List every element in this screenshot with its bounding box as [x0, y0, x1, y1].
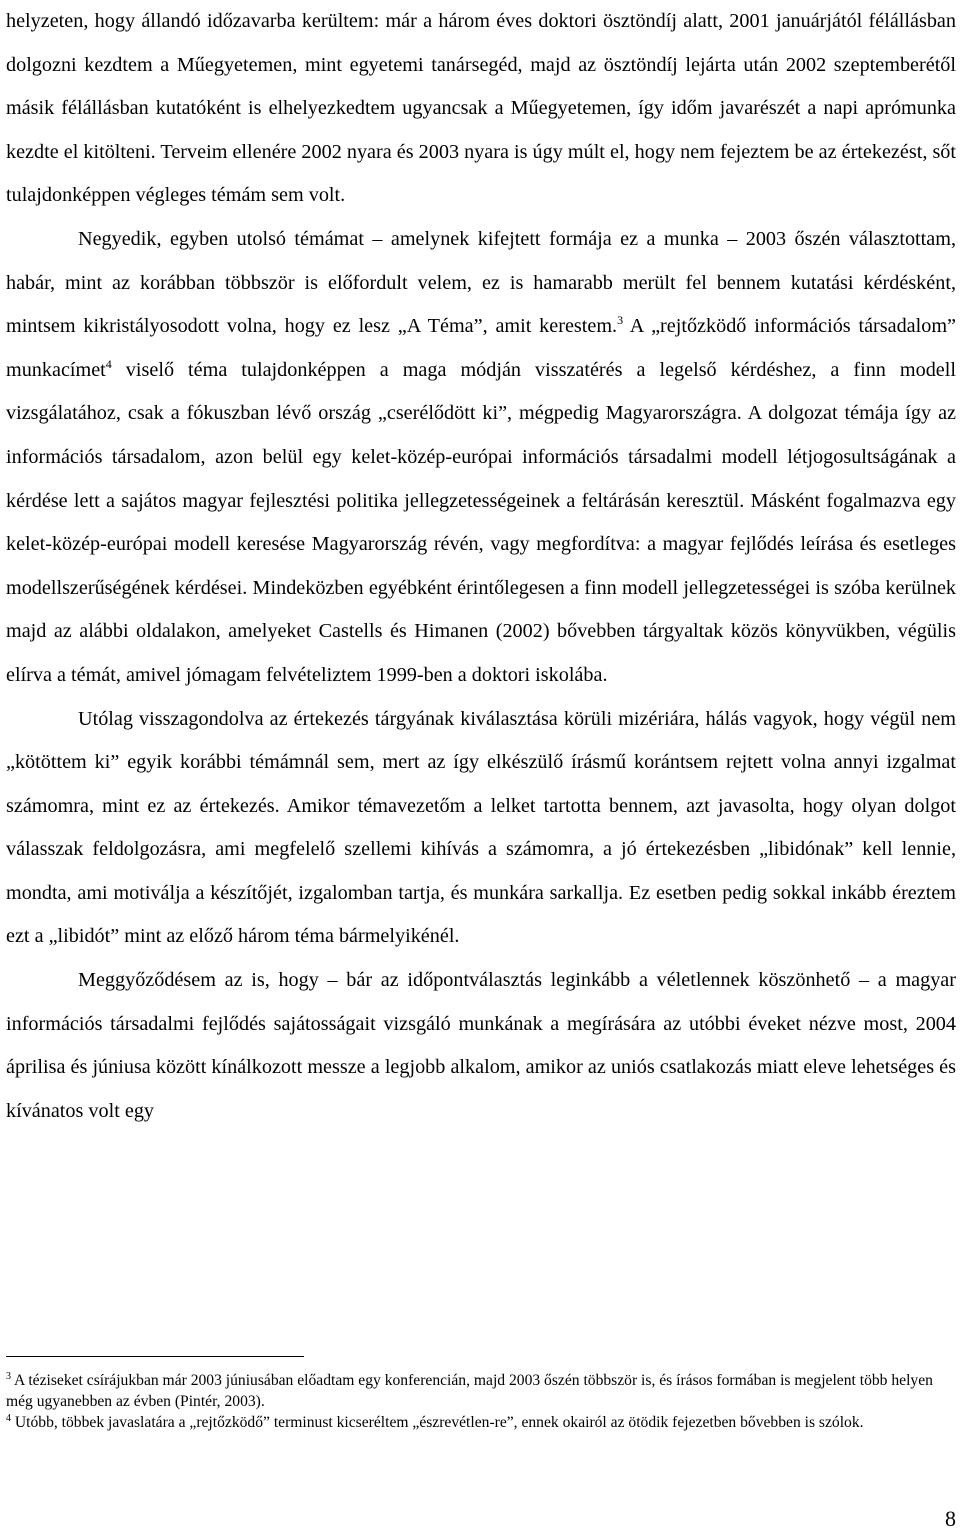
- document-page: [6, 0, 956, 1133]
- paragraph: [6, 959, 956, 1133]
- footnote-text: Utóbb, többek javaslatára a „rejtőzködő” terminust kicseréltem „észrevétlen-re”, ennek okairól az ötödik fejezetben bővebben is szólok.: [11, 1414, 864, 1432]
- paragraph: [6, 0, 956, 218]
- paragraph: [6, 698, 956, 960]
- paragraph-text: viselő téma tulajdonképpen a maga módján visszatérés a legelső kérdéshez, a finn modell vizsgálatához, csak a fókuszban lévő ország „cserélődött ki”, mégpedig Magyarországra. A dolgozat témája így az információs társadalom, azon belül egy kelet-közép-európai információs társadalmi modell létjogosultságának a kérdése lett a sajátos magyar fejlesztési politika jellegzetességeinek a feltárásán keresztül. Másként fogalmazva egy kelet-közép-európai modell keresése Magyarország révén, vagy megfordítva: a magyar fejlődés leírása és esetleges modellszerűségének kérdései. Mindeközben egyébként érintőlegesen a finn modell jellegzetességei is szóba kerülnek majd az alábbi oldalakon, amelyeket Castells és Himanen (2002) bővebben tárgyaltak közös könyvükben, végülis elírva a témát, amivel jómagam felvételiztem 1999-ben a doktori iskolába.: [6, 358, 956, 686]
- footnotes: [6, 1370, 936, 1434]
- paragraph-text: helyzeten, hogy állandó időzavarba kerültem: már a három éves doktori ösztöndíj alatt, 2001 januárjától félállásban dolgozni kezdtem a Műegyetemen, mint egyetemi tanársegéd, majd az ösztöndíj lejárta után 2002 szeptemberétől másik félállásban kutatóként is elhelyezkedtem ugyancsak a Műegyetemen, így időm javarészét a napi aprómunka kezdte el kitölteni. Terveim ellenére 2002 nyara és 2003 nyara is úgy múlt el, hogy nem fejeztem be az értekezést, sőt tulajdonképpen végleges témám sem volt.: [6, 10, 956, 207]
- paragraph-text: Negyedik, egyben utolsó témámat – amelynek kifejtett formája ez a munka – 2003 őszén választottam, habár, mint az korábban többször is előfordult velem, ez is hamarabb merült fel bennem kutatási kérdésként, mintsem kikristályosodott volna, hogy ez lesz „A Téma”, amit kerestem.: [6, 227, 956, 338]
- page-number: 8: [945, 1506, 956, 1531]
- footnote-number: 4: [6, 1413, 11, 1425]
- footnote: [6, 1370, 936, 1412]
- footnote: [6, 1412, 936, 1433]
- paragraph-text: A „rejtőzködő információs társadalom” munkacímet: [6, 315, 956, 381]
- footnote-number: 3: [6, 1371, 11, 1382]
- paragraph-text: Meggyőződésem az is, hogy – bár az időpontválasztás leginkább a véletlennek köszönhető – a magyar információs társadalmi fejlődés sajátosságait vizsgáló munkának a megírására az utóbbi éveket nézve most, 2004 áprilisa és júniusa között kínálkozott messze a legjobb alkalom, amikor az uniós csatlakozás miatt eleve lehetséges és kívánatos volt egy: [6, 969, 956, 1122]
- footnote-reference[interactable]: 3: [617, 313, 624, 328]
- footnote-separator: [6, 1356, 304, 1357]
- footnote-text: A téziseket csírájukban már 2003 júniusában előadtam egy konferencián, majd 2003 őszén többször is, és írásos formában is megjelent több helyen még ugyanebben az évben (Pintér, 2003).: [6, 1372, 933, 1411]
- footnote-reference[interactable]: 4: [105, 356, 112, 371]
- body-text: [6, 0, 956, 1133]
- paragraph-text: Utólag visszagondolva az értekezés tárgyának kiválasztása körüli mizériára, hálás vagyok, hogy végül nem „kötöttem ki” egyik korábbi témámnál sem, mert az így elkészülő írásmű korántsem rejtett volna annyi izgalmat számomra, mint ez az értekezés. Amikor témavezetőm a lelket tartotta bennem, azt javasolta, hogy olyan dolgot válasszak feldolgozásra, ami megfelelő szellemi kihívás a számomra, a jó értekezésben „libidónak” kell lennie, mondta, ami motiválja a készítőjét, izgalomban tartja, és munkára sarkallja. Ez esetben pedig sokkal inkább éreztem ezt a „libidót” mint az előző három téma bármelyikénél.: [6, 707, 956, 948]
- paragraph: [6, 218, 956, 698]
